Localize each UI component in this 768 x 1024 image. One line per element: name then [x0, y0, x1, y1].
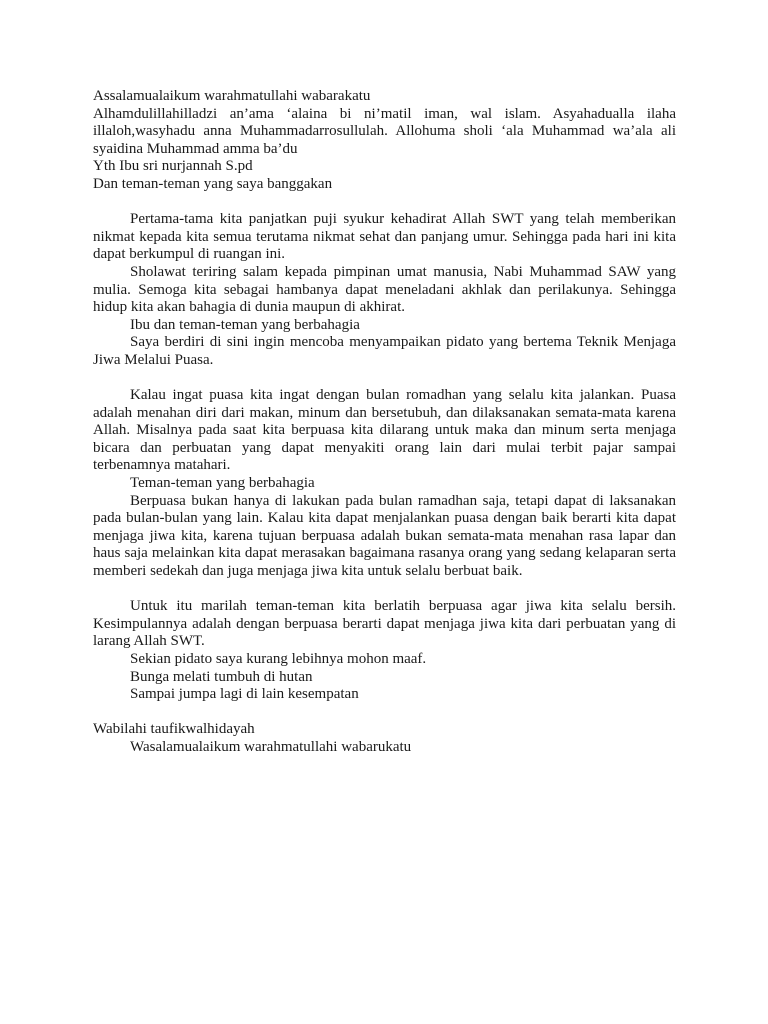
section-theme: [93, 317, 676, 370]
paragraph-definition: Kalau ingat puasa kita ingat dengan bulan romadhan yang selalu kita jalankan. Puasa adalah menahan diri dari makan, minum dan bersetubuh, dan dilaksanakan semata-mata karena Allah. Misalnya pada saat kita berpuasa kita dilarang untuk maka dan minum serta menjaga bicara dan perbuatan yang dapat menyakiti orang lain dari mulai terbit pajar sampai terbenamnya matahari.: [93, 387, 676, 474]
closing-salutation-line-2: Wasalamualaikum warahmatullahi wabarukatu: [130, 738, 412, 755]
greeting-audience-2: Teman-teman yang berbahagia: [130, 475, 315, 492]
closing-line-pantun-2: Sampai jumpa lagi di lain kesempatan: [130, 686, 359, 703]
paragraph-conclusion: Untuk itu marilah teman-teman kita berlatih berpuasa agar jiwa kita selalu bersih. Kesimpulannya adalah dengan berpuasa berarti dapat menjaga jiwa kita dari perbuatan yang di larang Allah SWT.: [93, 598, 676, 650]
closing-lines: [93, 651, 676, 704]
opening-salutation: Assalamualaikum warahmatullahi wabarakatu: [93, 88, 371, 104]
closing-salutation-line-1: Wabilahi taufikwalhidayah: [93, 721, 255, 738]
closing-line-pantun-1: Bunga melati tumbuh di hutan: [130, 668, 313, 685]
addressees: [93, 158, 676, 193]
paragraph-benefits: Berpuasa bukan hanya di lakukan pada bulan ramadhan saja, tetapi dapat di laksanakan pada bulan-bulan yang lain. Kalau kita dapat menjalankan puasa dengan baik berarti kita dapat menjaga jiwa kita, karena tujuan berpuasa adalah bukan semata-mata menahan rasa lapar dan haus saja melainkan kita dapat merasakan bagaimana rasanya orang yang sedang kelaparan serta memberi sedekah dan juga menjaga jiwa kita untuk selalu berbuat baik.: [93, 492, 676, 580]
opening-prayer: Alhamdulillahilladzi an’ama ‘alaina bi ni’matil iman, wal islam. Asyahadualla ilaha illaloh,wasyhadu anna Muhammadarrosullulah. Allohuma sholi ‘ala Muhammad wa’ala ali syaidina Muhammad amma ba’du: [93, 105, 676, 157]
paragraph-sholawat: Sholawat teriring salam kepada pimpinan umat manusia, Nabi Muhammad SAW yang mulia. Semoga kita sebagai hambanya dapat meneladani akhlak dan perilakunya. Sehingga hidup kita akan bahagia di dunia maupun di akhirat.: [93, 263, 676, 316]
section-benefits: [93, 475, 676, 581]
addressee-line-2: Dan teman-teman yang saya banggakan: [93, 175, 333, 192]
greeting-audience-1: Ibu dan teman-teman yang berbahagia: [130, 316, 360, 333]
paragraph-theme: Saya berdiri di sini ingin mencoba menyampaikan pidato yang bertema Teknik Menjaga Jiwa Melalui Puasa.: [93, 334, 676, 368]
closing-line-apology: Sekian pidato saya kurang lebihnya mohon maaf.: [130, 651, 427, 667]
addressee-line-1: Yth Ibu sri nurjannah S.pd: [93, 158, 253, 175]
paragraph-gratitude: Pertama-tama kita panjatkan puji syukur kehadirat Allah SWT yang telah memberikan nikmat kepada kita semua terutama nikmat sehat dan panjang umur. Sehingga pada hari ini kita dapat berkumpul di ruangan ini.: [93, 211, 676, 263]
closing-salutation: [93, 721, 676, 756]
